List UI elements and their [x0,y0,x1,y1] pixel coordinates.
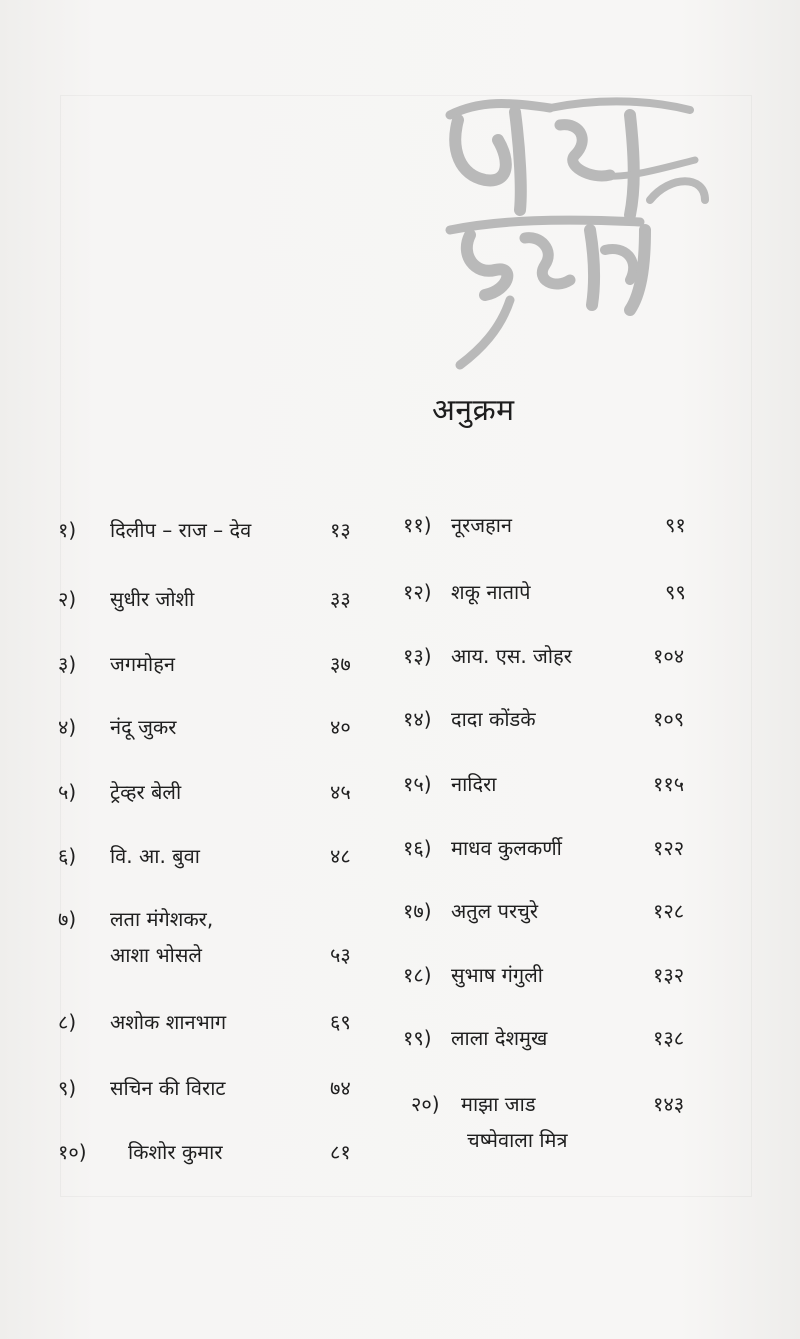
entry-page: ८१ [330,1140,351,1164]
entry-page: ४० [330,715,351,739]
entry-page: ६९ [330,1010,351,1034]
entry-number: ४) [58,715,77,739]
entry-title: दादा कोंडके [451,707,536,731]
entry-title: सचिन की विराट [110,1076,226,1100]
entry-page: १०९ [653,707,685,731]
entry-number: १६) [403,836,432,860]
entry-title-continued: आशा भोसले [110,943,202,967]
contents-heading: अनुक्रम [432,393,515,428]
entry-title: लाला देशमुख [451,1026,548,1050]
entry-title: नादिरा [451,772,497,796]
entry-title: ट्रेव्हर बेली [110,780,182,804]
entry-title: किशोर कुमार [128,1140,223,1164]
entry-page: ९१ [665,513,686,537]
entry-title: नूरजहान [451,513,513,537]
entry-number: २) [58,587,77,611]
entry-number: १९) [403,1026,432,1050]
entry-page: ४५ [330,780,351,804]
entry-page: १३ [330,518,351,542]
entry-number: १७) [403,899,432,923]
entry-page: ९९ [665,580,686,604]
entry-number: ११) [403,513,432,537]
entry-page: १२२ [653,836,685,860]
entry-page: ११५ [653,772,685,796]
entry-page: ३७ [330,652,351,676]
entry-page: १२८ [653,899,685,923]
entry-title: अशोक शानभाग [110,1010,227,1034]
entry-number: १४) [403,707,432,731]
entry-title: शकू नातापे [451,580,531,604]
entry-title: लता मंगेशकर, [110,907,214,931]
entry-number: १८) [403,963,432,987]
entry-number: ३) [58,652,77,676]
entry-page: १०४ [653,644,685,668]
entry-title: अतुल परचुरे [451,899,539,923]
entry-number: १३) [403,644,432,668]
entry-number: ५) [58,780,77,804]
entry-title-continued: चष्मेवाला मित्र [467,1128,568,1152]
entry-number: ९) [58,1076,77,1100]
entry-page: ४८ [330,844,351,868]
entry-page: ३३ [330,587,351,611]
entry-page: ५३ [330,943,351,967]
entry-page: १३८ [653,1026,685,1050]
entry-number: ७) [58,907,77,931]
entry-title: नंदू जुकर [110,715,177,739]
book-title-logo [440,80,710,380]
entry-page: १४३ [653,1092,685,1116]
entry-title: दिलीप – राज – देव [110,518,252,542]
calligraphy-title-graphic [440,80,710,380]
entry-title: सुधीर जोशी [110,587,195,611]
entry-page: ७४ [330,1076,351,1100]
entry-number: १) [58,518,77,542]
entry-number: २०) [411,1092,440,1116]
entry-title: माधव कुलकर्णी [451,836,562,860]
entry-number: ६) [58,844,77,868]
entry-number: १०) [58,1140,87,1164]
entry-number: १२) [403,580,432,604]
entry-title: आय. एस. जोहर [451,644,572,668]
entry-title: सुभाष गंगुली [451,963,543,987]
entry-number: ८) [58,1010,77,1034]
entry-title: वि. आ. बुवा [110,844,200,868]
entry-title: माझा जाड [461,1092,536,1116]
entry-page: १३२ [653,963,685,987]
entry-title: जगमोहन [110,652,175,676]
entry-number: १५) [403,772,432,796]
